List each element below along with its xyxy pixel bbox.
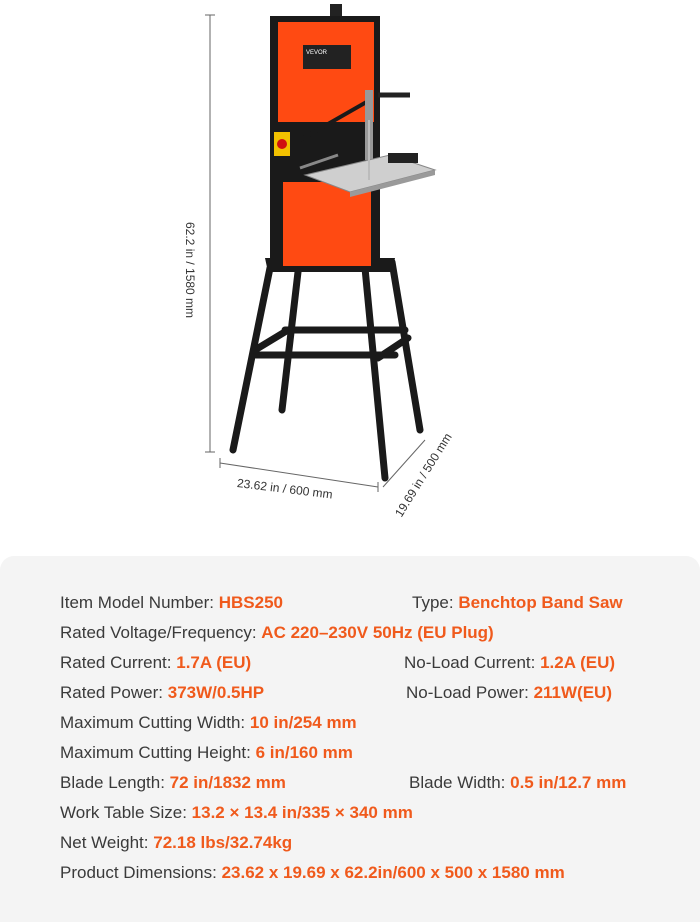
tension-knob xyxy=(330,4,342,16)
spec-cut-width xyxy=(60,713,357,733)
spec-label: Item Model Number: xyxy=(60,593,219,612)
spec-weight xyxy=(60,833,292,853)
spec-value: 0.5 in/12.7 mm xyxy=(510,773,627,792)
spec-label: Rated Current: xyxy=(60,653,177,672)
miter-gauge xyxy=(388,153,418,163)
spec-label: Work Table Size: xyxy=(60,803,192,822)
brand-plate-text: VEVOR xyxy=(306,50,328,56)
spec-value: 13.2 × 13.4 in/335 × 340 mm xyxy=(191,803,413,822)
spec-product-dimensions xyxy=(60,863,565,883)
spec-label: No-Load Power: xyxy=(406,683,534,702)
spec-value: 373W/0.5HP xyxy=(167,683,265,702)
spec-noload-current xyxy=(404,653,615,673)
spec-label: Blade Width: xyxy=(409,773,511,792)
spec-label: Product Dimensions: xyxy=(60,863,222,882)
height-dimension-label: 62.2 in / 1580 mm xyxy=(183,222,197,319)
brand-plate xyxy=(303,45,351,69)
spec-model xyxy=(60,593,283,613)
spec-current xyxy=(60,653,251,673)
spec-label: Blade Length: xyxy=(60,773,170,792)
spec-value: 72.18 lbs/32.74kg xyxy=(153,833,293,852)
stand xyxy=(233,262,420,478)
spec-voltage xyxy=(60,623,494,643)
spec-value: Benchtop Band Saw xyxy=(458,593,623,612)
spec-value: 10 in/254 mm xyxy=(249,713,357,732)
spec-value: AC 220–230V 50Hz (EU Plug) xyxy=(261,623,494,642)
spec-blade-length xyxy=(60,773,286,793)
spec-label: Rated Voltage/Frequency: xyxy=(60,623,262,642)
spec-noload-power xyxy=(406,683,612,703)
spec-value: 72 in/1832 mm xyxy=(169,773,286,792)
spec-value: 211W(EU) xyxy=(533,683,612,702)
spec-value: 23.62 x 19.69 x 62.2in/600 x 500 x 1580 mm xyxy=(221,863,565,882)
spec-label: Maximum Cutting Width: xyxy=(60,713,250,732)
spec-type xyxy=(412,593,623,613)
stop-button xyxy=(277,139,287,149)
spec-panel xyxy=(0,556,700,922)
depth-dimension-label: 19.69 in / 500 mm xyxy=(392,430,455,520)
spec-value: 6 in/160 mm xyxy=(255,743,353,762)
spec-value: 1.7A (EU) xyxy=(176,653,252,672)
spec-cut-height xyxy=(60,743,353,763)
spec-label: Type: xyxy=(412,593,459,612)
spec-label: Net Weight: xyxy=(60,833,154,852)
spec-label: Maximum Cutting Height: xyxy=(60,743,256,762)
spec-value: HBS250 xyxy=(218,593,283,612)
spec-table-size xyxy=(60,803,413,823)
width-dimension-label: 23.62 in / 600 mm xyxy=(236,476,334,502)
spec-power xyxy=(60,683,264,703)
spec-value: 1.2A (EU) xyxy=(540,653,616,672)
spec-blade-width xyxy=(409,773,626,793)
spec-label: No-Load Current: xyxy=(404,653,541,672)
spec-label: Rated Power: xyxy=(60,683,168,702)
